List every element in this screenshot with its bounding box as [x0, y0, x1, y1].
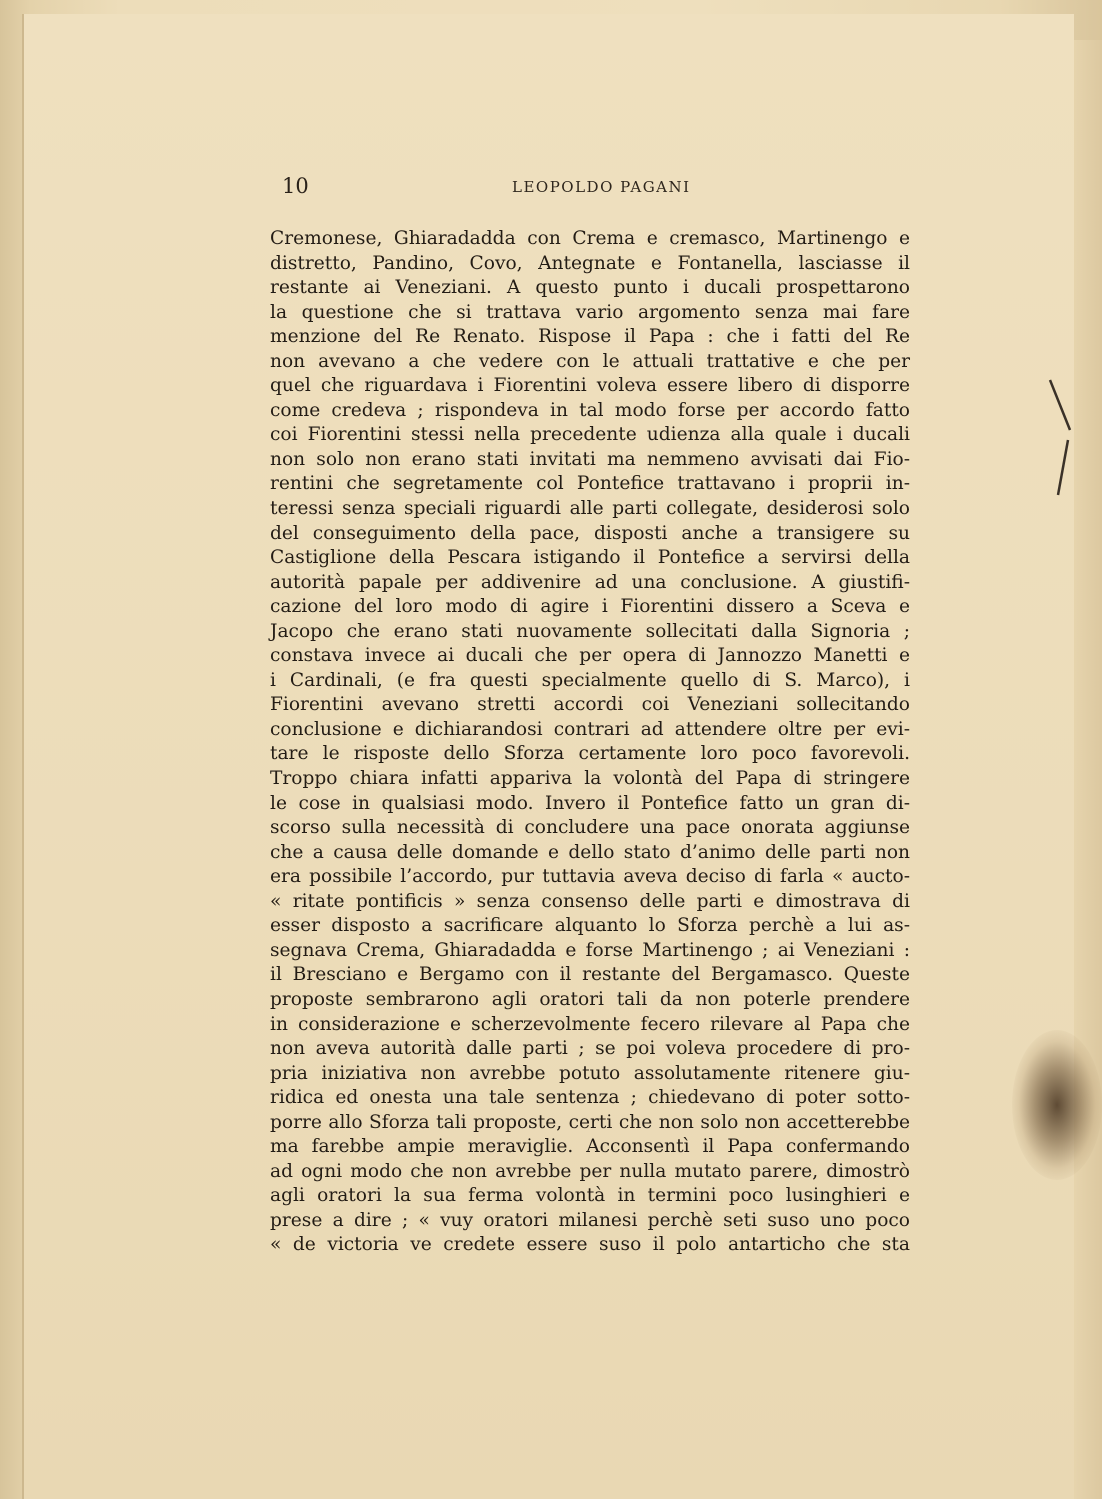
- text-line: segnava Crema, Ghiaradadda e forse Martinengo ; ai Veneziani :: [270, 939, 910, 961]
- text-line: scorso sulla necessità di concludere una pace onorata aggiunse: [270, 817, 910, 839]
- text-line: constava invece ai ducali che per opera di Jannozzo Manetti e: [270, 645, 910, 667]
- page-header: [282, 174, 902, 202]
- text-line: non avevano a che vedere con le attuali trattative e che per: [270, 350, 910, 372]
- text-line: conclusione e dichiarandosi contrari ad attendere oltre per evi-: [270, 718, 910, 740]
- text-line: menzione del Re Renato. Rispose il Papa : che i fatti del Re: [270, 326, 910, 348]
- pencil-margin-mark-icon: [1040, 370, 1080, 500]
- text-line: le cose in qualsiasi modo. Invero il Pontefice fatto un gran di-: [270, 792, 910, 814]
- text-line: il Bresciano e Bergamo con il restante del Bergamasco. Queste: [270, 964, 910, 986]
- text-line: quel che riguardava i Fiorentini voleva essere libero di disporre: [270, 375, 910, 397]
- text-line: teressi senza speciali riguardi alle parti collegate, desiderosi solo: [270, 498, 910, 520]
- text-line: ridica ed onesta una tale sentenza ; chiedevano di poter sotto-: [270, 1087, 910, 1109]
- text-line: « ritate pontificis » senza consenso delle parti e dimostrava di: [270, 890, 910, 912]
- text-line: autorità papale per addivenire ad una conclusione. A giustifi-: [270, 571, 910, 593]
- text-line: prese a dire ; « vuy oratori milanesi perchè seti suso uno poco: [270, 1209, 910, 1231]
- running-title: LEOPOLDO PAGANI: [512, 178, 691, 196]
- text-line: del conseguimento della pace, disposti anche a transigere su: [270, 522, 910, 544]
- text-line: Castiglione della Pescara istigando il Pontefice a servirsi della: [270, 547, 910, 569]
- text-line: « de victoria ve credete essere suso il polo antarticho che sta: [270, 1234, 910, 1256]
- text-line: Cremonese, Ghiaradadda con Crema e cremasco, Martinengo e: [270, 228, 910, 249]
- text-line: in considerazione e scherzevolmente fecero rilevare al Papa che: [270, 1013, 910, 1035]
- text-line: rentini che segretamente col Pontefice trattavano i proprii in-: [270, 473, 910, 495]
- text-line: che a causa delle domande e dello stato d’animo delle parti non: [270, 841, 910, 863]
- text-line: ma farebbe ampie meraviglie. Acconsentì il Papa confermando: [270, 1136, 910, 1158]
- text-line: pria iniziativa non avrebbe potuto assolutamente ritenere giu-: [270, 1062, 910, 1084]
- text-line: era possibile l’accordo, pur tuttavia aveva deciso di farla « aucto-: [270, 866, 910, 888]
- page-number: 10: [282, 174, 309, 198]
- text-line: non aveva autorità dalle parti ; se poi voleva procedere di pro-: [270, 1038, 910, 1060]
- text-line: tare le risposte dello Sforza certamente loro poco favorevoli.: [270, 743, 910, 765]
- text-line: porre allo Sforza tali proposte, certi che non solo non accetterebbe: [270, 1111, 910, 1133]
- text-line: coi Fiorentini stessi nella precedente udienza alla quale i ducali: [270, 424, 910, 446]
- text-line: non solo non erano stati invitati ma nemmeno avvisati dai Fio-: [270, 448, 910, 470]
- text-line: restante ai Veneziani. A questo punto i ducali prospettarono: [270, 277, 910, 299]
- text-line: distretto, Pandino, Covo, Antegnate e Fontanella, lasciasse il: [270, 252, 910, 274]
- text-line: cazione del loro modo di agire i Fiorentini dissero a Sceva e: [270, 596, 910, 618]
- text-line: la questione che si trattava vario argomento senza mai fare: [270, 301, 910, 323]
- body-text: [270, 227, 910, 1258]
- text-line: agli oratori la sua ferma volontà in termini poco lusinghieri e: [270, 1185, 910, 1207]
- text-line: Jacopo che erano stati nuovamente sollecitati dalla Signoria ;: [270, 620, 910, 642]
- ink-stain: [1012, 1030, 1102, 1180]
- text-line: come credeva ; rispondeva in tal modo forse per accordo fatto: [270, 399, 910, 421]
- text-line: Troppo chiara infatti appariva la volontà del Papa di stringere: [270, 768, 910, 790]
- text-line: Fiorentini avevano stretti accordi coi Veneziani sollecitando: [270, 694, 910, 716]
- text-line: i Cardinali, (e fra questi specialmente quello di S. Marco), i: [270, 669, 910, 691]
- text-line: ad ogni modo che non avrebbe per nulla mutato parere, dimostrò: [270, 1160, 910, 1182]
- text-line: esser disposto a sacrificare alquanto lo Sforza perchè a lui as-: [270, 915, 910, 937]
- text-line: proposte sembrarono agli oratori tali da non poterle prendere: [270, 988, 910, 1010]
